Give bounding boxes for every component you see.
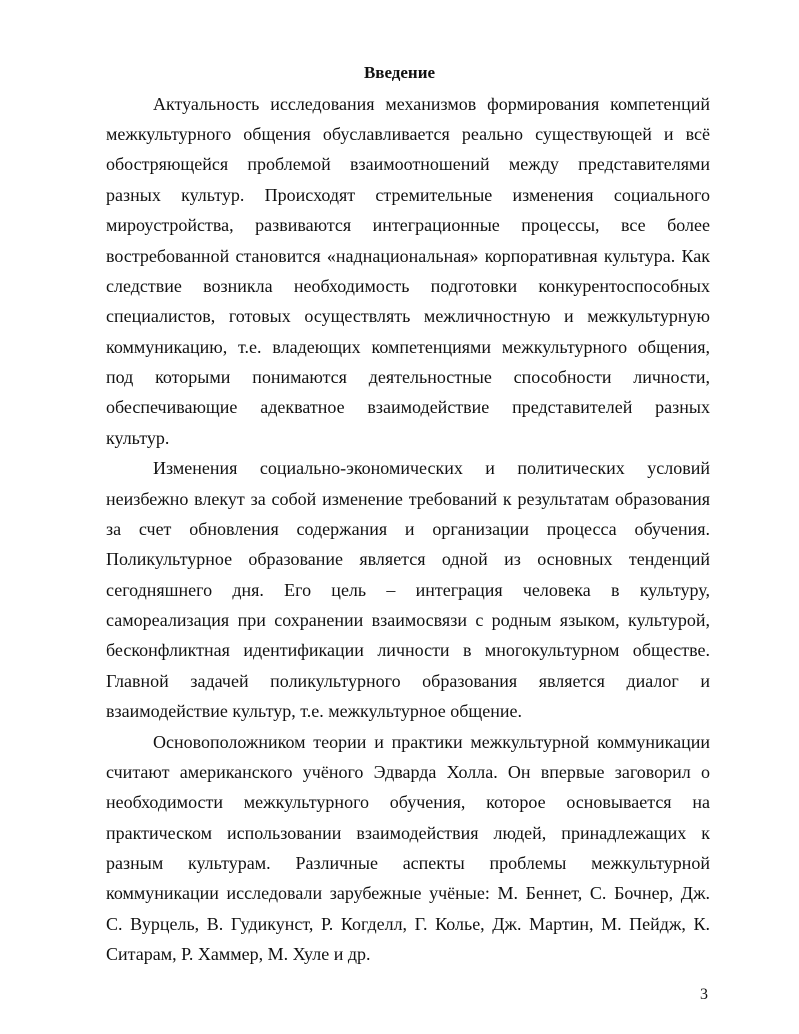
paragraph-1-line-8: специалистов, готовых осуществлять межличностную и межкультурную [106, 306, 710, 326]
paragraph-3-line-1: Основоположником теории и практики межкультурной коммуникации [153, 732, 710, 752]
paragraph-2-line-8: Главной задачей поликультурного образования является диалог и [106, 671, 710, 691]
paragraph-3-line-8: Ситарам, Р. Хаммер, М. Хуле и др. [106, 944, 371, 964]
paragraph-3-line-3: необходимости межкультурного обучения, которое основывается на [106, 792, 710, 812]
paragraph-3-line-5: разным культурам. Различные аспекты проблемы межкультурной [106, 853, 710, 873]
paragraph-1-line-6: востребованной становится «наднациональная» корпоративная культура. Как [106, 246, 710, 266]
paragraph-1-line-7: следствие возникла необходимость подготовки конкурентоспособных [106, 276, 710, 296]
paragraph-1-line-2: межкультурного общения обуславливается реально существующей и всё [106, 124, 710, 144]
paragraph-3-line-2: считают американского учёного Эдварда Холла. Он впервые заговорил о [106, 762, 710, 782]
paragraph-2-line-2: неизбежно влекут за собой изменение требований к результатам образования [106, 489, 710, 509]
paragraph-1-line-9: коммуникацию, т.е. владеющих компетенциями межкультурного общения, [106, 337, 710, 357]
paragraph-1-line-4: разных культур. Происходят стремительные изменения социального [106, 185, 710, 205]
paragraph-1-line-10: под которыми понимаются деятельностные способности личности, [106, 367, 710, 387]
paragraph-2-line-5: сегодняшнего дня. Его цель – интеграция человека в культуру, [106, 580, 710, 600]
paragraph-1-line-1: Актуальность исследования механизмов формирования компетенций [153, 94, 710, 114]
page-number: 3 [700, 986, 708, 1003]
paragraph-2-line-9: взаимодействие культур, т.е. межкультурное общение. [106, 701, 522, 721]
paragraph-2-line-3: за счет обновления содержания и организации процесса обучения. [106, 519, 710, 539]
paragraph-1-line-11: обеспечивающие адекватное взаимодействие представителей разных [106, 397, 710, 417]
paragraph-1-line-12: культур. [106, 428, 170, 448]
paragraph-2-line-4: Поликультурное образование является одной из основных тенденций [106, 549, 710, 569]
paragraph-2-line-7: бесконфликтная идентификации личности в многокультурном обществе. [106, 640, 710, 660]
page-title: Введение [363, 63, 436, 82]
paragraph-3-line-4: практическом использовании взаимодействия людей, принадлежащих к [106, 823, 710, 843]
paragraph-1-line-5: мироустройства, развиваются интеграционные процессы, все более [106, 215, 710, 235]
paragraph-2-line-6: самореализация при сохранении взаимосвязи с родным языком, культурой, [106, 610, 710, 630]
paragraph-2-line-1: Изменения социально-экономических и политических условий [153, 458, 710, 478]
paragraph-3-line-7: С. Вурцель, В. Гудикунст, Р. Когделл, Г. Колье, Дж. Мартин, М. Пейдж, К. [106, 914, 710, 934]
paragraph-1-line-3: обостряющейся проблемой взаимоотношений между представителями [106, 154, 710, 174]
paragraph-3-line-6: коммуникации исследовали зарубежные учёные: М. Беннет, С. Бочнер, Дж. [106, 883, 710, 903]
